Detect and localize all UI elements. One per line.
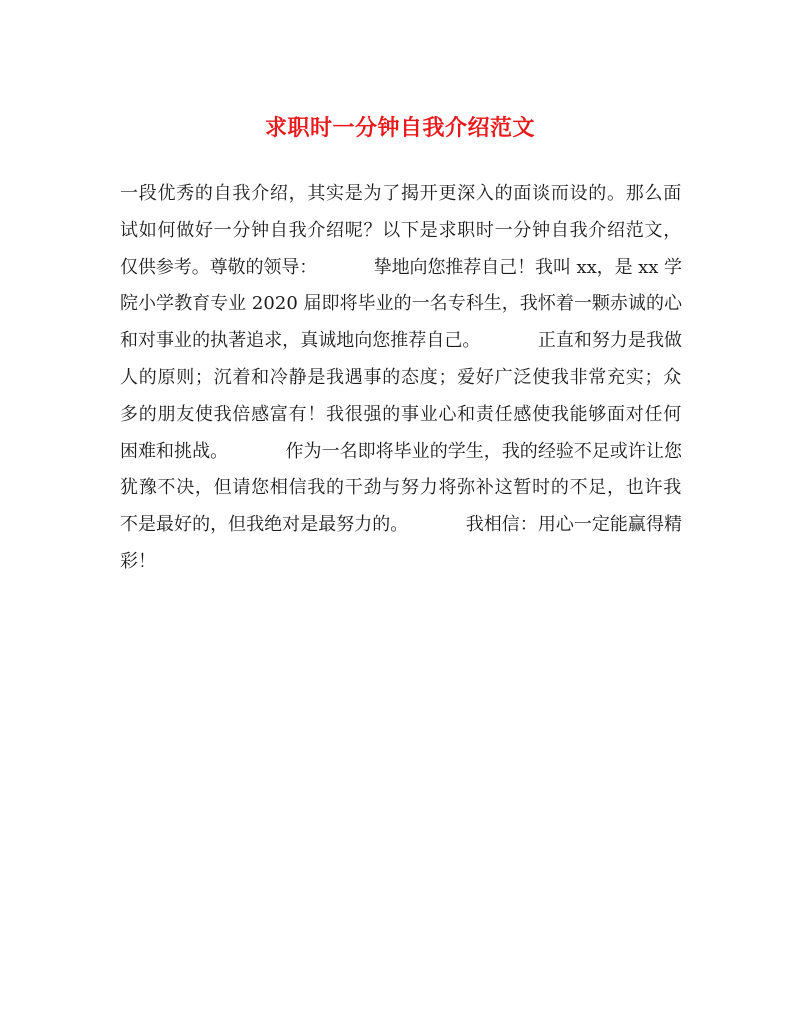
body-line bbox=[120, 544, 682, 581]
document-body bbox=[120, 176, 682, 581]
body-line bbox=[120, 507, 682, 544]
body-line bbox=[120, 397, 682, 434]
body-line-text: 和对事业的执著追求，真诚地向您推荐自己。 正直和努力是我做 bbox=[120, 330, 682, 352]
body-line-text: 困难和挑战。 作为一名即将毕业的学生，我的经验不足或许让您 bbox=[120, 440, 682, 462]
body-line bbox=[120, 250, 682, 287]
body-line-text: 仅供参考。尊敬的领导： 挚地向您推荐自己！我叫 xx，是 xx 学 bbox=[120, 256, 682, 278]
body-line bbox=[120, 176, 682, 213]
body-line bbox=[120, 286, 682, 323]
body-line bbox=[120, 434, 682, 471]
body-line bbox=[120, 323, 682, 360]
body-line-text: 彩！ bbox=[120, 550, 156, 572]
body-line-text: 人的原则；沉着和冷静是我遇事的态度；爱好广泛使我非常充实；众 bbox=[120, 366, 682, 388]
body-line-text: 院小学教育专业 2020 届即将毕业的一名专科生，我怀着一颗赤诚的心 bbox=[120, 293, 682, 315]
body-line bbox=[120, 470, 682, 507]
body-line-text: 试如何做好一分钟自我介绍呢？以下是求职时一分钟自我介绍范文， bbox=[120, 219, 682, 241]
body-line-text: 多的朋友使我倍感富有！我很强的事业心和责任感使我能够面对任何 bbox=[120, 403, 682, 425]
body-line-text: 不是最好的，但我绝对是最努力的。 我相信：用心一定能赢得精 bbox=[120, 514, 682, 536]
body-line-text: 一段优秀的自我介绍，其实是为了揭开更深入的面谈而设的。那么面 bbox=[120, 183, 682, 204]
document-title: 求职时一分钟自我介绍范文 bbox=[264, 115, 535, 141]
body-line bbox=[120, 360, 682, 397]
body-line bbox=[120, 213, 682, 250]
body-line-text: 犹豫不决，但请您相信我的干劲与努力将弥补这暂时的不足，也许我 bbox=[120, 477, 682, 499]
